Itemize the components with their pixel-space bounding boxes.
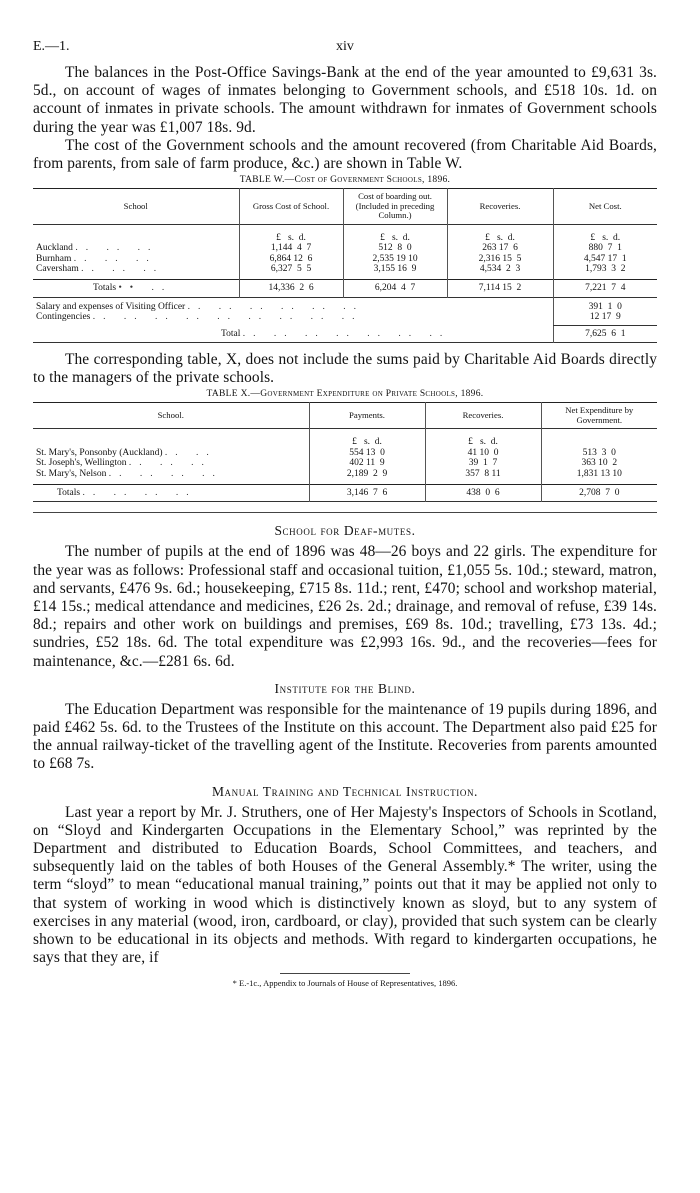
footnote: * E.-1c., Appendix to Journals of House of Representatives, 1896. <box>232 978 458 989</box>
table-w-totals-row: Totals •• .. 14,336 2 6 6,204 4 7 7,114 15 2 7,221 7 4 <box>33 280 657 297</box>
paragraph-deaf-mutes: The number of pupils at the end of 1896 was 48—26 boys and 22 girls. The expenditure for the year was as follows: Professional staff and occasional tuition, £1,055 5s. 10d.; steward, matron, and servants, £476 9s. 6d.; housekeeping, £715 8s. 11d.; rent, £470; school and workshop material, £14 15s.; medical attendance and medicines, £26 2s. 2d.; drainage, and removal of refuse, £39 14s. 8d.; repairs and other work on buildings and premises, £69 8s. 10d.; travelling, £73 13s. 4d.; sundries, £52 18s. 6d. The total expenditure was £2,993 16s. 9d., and the recoveries—fees for maintenance, &c.—£281 6s. 6d. <box>33 543 657 670</box>
table-x-col-school: School. <box>157 410 184 421</box>
boarding-cost: 3,155 16 9 <box>343 264 447 274</box>
footnote-divider <box>280 973 410 974</box>
boarding-cost: 2,535 19 10 <box>343 254 447 264</box>
grand-total-net: 7,625 6 1 <box>553 326 657 343</box>
table-w-col-school: School <box>123 200 148 211</box>
paragraph-blind: The Education Department was responsible for the maintenance of 19 pupils during 1896, and paid £462 5s. 6d. to the Trustees of the Institute on this account. The Department also paid £25 for the annual railway-ticket of the travelling agent of the Institute. Recoveries from parents amounted to £68 7s. <box>33 700 657 773</box>
net-cost: 880 7 1 <box>553 243 657 253</box>
payments: 402 11 9 <box>309 458 425 468</box>
school-name: Auckland <box>36 243 73 254</box>
recoveries-total: 7,114 15 2 <box>447 280 553 297</box>
table-row: Burnham .. .. .. 6,864 12 6 2,535 19 10 2,316 15 5 4,547 17 1 <box>33 254 657 264</box>
boarding-cost: 512 8 0 <box>343 243 447 253</box>
total-label: Total <box>221 328 241 339</box>
gross-cost: 6,864 12 6 <box>239 254 343 264</box>
paragraph-cost: The cost of the Government schools and the amount recovered (from Charitable Aid Boards, from parents, from sale of farm produce, &c.) are shown in Table W. <box>33 136 657 173</box>
table-w <box>33 188 657 343</box>
table-row: Caversham .. .. .. 6,327 5 5 3,155 16 9 4,534 2 3 1,793 3 2 <box>33 264 657 274</box>
table-row: Auckland .. .. .. 1,144 4 7 512 8 0 263 17 6 880 7 1 <box>33 243 657 253</box>
page-number: xiv <box>336 39 354 54</box>
payments-total: 3,146 7 6 <box>309 485 425 502</box>
section-title-blind: Institute for the Blind. <box>274 680 416 696</box>
payments: 2,189 2 9 <box>309 469 425 479</box>
salary-net: 391 1 0 <box>553 302 657 312</box>
table-x-header-row <box>33 403 657 429</box>
units-label: £ s. d. <box>553 233 657 243</box>
recoveries: 41 10 0 <box>425 448 541 458</box>
net-expenditure: 363 10 2 <box>541 458 657 468</box>
table-x-col-recoveries: Recoveries. <box>425 403 541 429</box>
net-cost: 4,547 17 1 <box>553 254 657 264</box>
recoveries: 4,534 2 3 <box>447 264 553 274</box>
boarding-total: 6,204 4 7 <box>343 280 447 297</box>
table-row: St. Mary's, Ponsonby (Auckland) .. .. 554 13 0 41 10 0 513 3 0 <box>33 448 657 458</box>
units-label: £ s. d. <box>343 233 447 243</box>
table-row: St. Mary's, Nelson .. .. .. .. 2,189 2 9 357 8 11 1,831 13 10 <box>33 469 657 479</box>
net-total: 7,221 7 4 <box>553 280 657 297</box>
units-label: £ s. d. <box>425 437 541 447</box>
units-label: £ s. d. <box>447 233 553 243</box>
table-w-col-recoveries: Recoveries. <box>447 189 553 225</box>
gross-total: 14,336 2 6 <box>239 280 343 297</box>
net-total: 2,708 7 0 <box>541 485 657 502</box>
gross-cost: 6,327 5 5 <box>239 264 343 274</box>
table-row: St. Joseph's, Wellington .. .. .. 402 11 9 39 1 7 363 10 2 <box>33 458 657 468</box>
paragraph-manual-training: Last year a report by Mr. J. Struthers, one of Her Majesty's Inspectors of Schools in Scotland, on “Sloyd and Kindergarten Occupations in the Elementary School,” was reprinted by the Department and distributed to Education Boards, School Committees, and teachers, and subsequently laid on the tables of both Houses of the General Assembly.* The writer, using the term “sloyd” to mean “educational manual training,” points out that it may be applied not only to that system of working in wood which is distinctively known as sloyd, but to any system of exercises in any material (wood, iron, cardboard, or clay), provided that such system can be clearly shown to be educational in its objects and methods. With regard to kindergarten occupations, he says that they are, if <box>33 803 657 967</box>
units-label: £ s. d. <box>309 437 425 447</box>
section-title-manual-training: Manual Training and Technical Instruction. <box>211 783 479 799</box>
table-w-grand-total-row: Total .. .. .. .. .. .. .. 7,625 6 1 <box>33 326 657 343</box>
school-name: St. Mary's, Nelson <box>36 468 107 479</box>
document-page <box>33 36 657 988</box>
totals-label: Totals <box>93 283 117 294</box>
section-title-deaf-mutes: School for Deaf-mutes. <box>274 523 416 539</box>
school-name: Caversham <box>36 263 79 274</box>
school-name: Burnham <box>36 253 72 264</box>
school-name: St. Joseph's, Wellington <box>36 458 127 469</box>
table-x-col-net: Net Expenditure by Government. <box>541 403 657 429</box>
paragraph-corresponding: The corresponding table, X, does not include the sums paid by Charitable Aid Boards directly to the managers of the private schools. <box>33 350 657 387</box>
recoveries: 39 1 7 <box>425 458 541 468</box>
recoveries: 263 17 6 <box>447 243 553 253</box>
recoveries: 357 8 11 <box>425 469 541 479</box>
net-expenditure: 513 3 0 <box>541 448 657 458</box>
salary-label: Salary and expenses of Visiting Officer <box>36 301 186 312</box>
table-x-units-row <box>33 437 657 447</box>
gross-cost: 1,144 4 7 <box>239 243 343 253</box>
school-name: St. Mary's, Ponsonby (Auckland) <box>36 447 163 458</box>
table-w-col-gross: Gross Cost of School. <box>239 189 343 225</box>
table-w-units-row <box>33 233 657 243</box>
totals-label: Totals <box>57 488 81 498</box>
page-header <box>33 36 657 58</box>
table-x-title: TABLE X.—Government Expenditure on Private Schools, 1896. <box>206 389 484 400</box>
table-w-col-boarding: Cost of boarding out. (Included in preceding Column.) <box>343 189 447 225</box>
table-row: Contingencies .. .. .. .. .. .. .. .. .. 12 17 9 <box>33 312 657 322</box>
contingencies-label: Contingencies <box>36 312 91 323</box>
units-label: £ s. d. <box>239 233 343 243</box>
net-cost: 1,793 3 2 <box>553 264 657 274</box>
recoveries-total: 438 0 6 <box>425 485 541 502</box>
section-divider <box>33 512 657 513</box>
paragraph-savings-bank: The balances in the Post-Office Savings-Bank at the end of the year amounted to £9,631 3s. 5d., on account of wages of inmates belonging to Government schools, and £518 10s. 1d. on account of inmates in private schools. The amount withdrawn for inmates of Government schools during the year was £1,007 18s. 9d. <box>33 64 657 136</box>
table-w-header-row <box>33 189 657 225</box>
table-row: Salary and expenses of Visiting Officer .. .. .. .. .. .. 391 1 0 <box>33 302 657 312</box>
payments: 554 13 0 <box>309 448 425 458</box>
contingencies-net: 12 17 9 <box>553 312 657 322</box>
table-x-col-payments: Payments. <box>309 403 425 429</box>
recoveries: 2,316 15 5 <box>447 254 553 264</box>
table-x <box>33 402 657 502</box>
table-w-title: TABLE W.—Cost of Government Schools, 1896. <box>239 175 451 186</box>
header-reference: E.—1. <box>33 39 70 54</box>
table-w-col-net: Net Cost. <box>553 189 657 225</box>
net-expenditure: 1,831 13 10 <box>541 469 657 479</box>
table-x-totals-row: Totals .. .. .. .. 3,146 7 6 438 0 6 2,708 7 0 <box>33 485 657 502</box>
